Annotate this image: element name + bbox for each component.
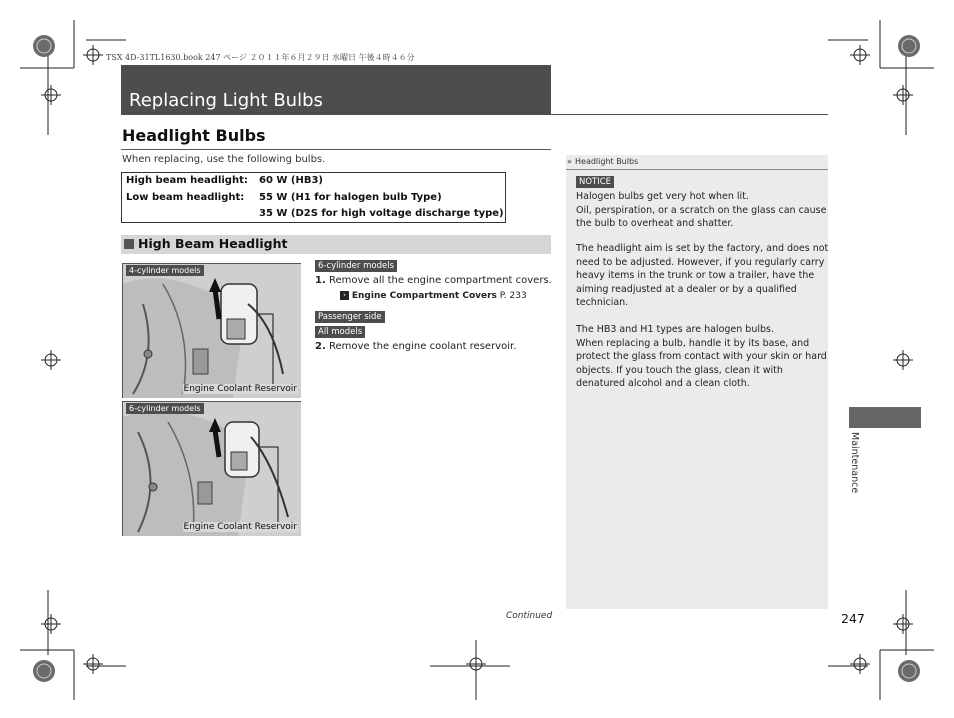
ref-page[interactable]: P. 233	[499, 291, 527, 301]
ref-title[interactable]: Engine Compartment Covers	[351, 291, 497, 301]
step-2	[315, 341, 516, 352]
sidebar-line: When replacing a bulb, handle it by its base, and	[576, 337, 810, 349]
cross-reference[interactable]	[340, 291, 527, 301]
square-bullet-icon	[124, 239, 134, 249]
low-beam-value-1: 55 W (H1 for halogen bulb Type)	[259, 192, 442, 203]
sidebar-paragraph-1	[576, 190, 827, 231]
title-rule	[121, 114, 828, 115]
sidebar-line: denatured alcohol and a clean cloth.	[576, 378, 750, 389]
section-rule	[121, 149, 551, 150]
high-beam-value: 60 W (HB3)	[259, 175, 323, 186]
high-beam-label: High beam headlight:	[126, 175, 248, 186]
sidebar-line: heavy items in the trunk or tow a trailer, have the	[576, 270, 815, 281]
step-1-number: 1.	[315, 275, 326, 286]
intro-text: When replacing, use the following bulbs.	[122, 154, 326, 165]
tag-6-cylinder: 6-cylinder models	[315, 260, 397, 272]
step-2-number: 2.	[315, 341, 326, 352]
sidebar-line: The HB3 and H1 types are halogen bulbs.	[576, 324, 774, 335]
page-title-band	[121, 65, 551, 115]
notice-badge: NOTICE	[576, 176, 614, 188]
subsection-band	[121, 235, 551, 254]
step-2-text: Remove the engine coolant reservoir.	[328, 341, 517, 352]
sidebar-line: technician.	[576, 297, 629, 308]
photo-1-caption: Engine Coolant Reservoir	[183, 384, 297, 394]
step-1	[315, 275, 552, 286]
engine-illustration-1	[123, 264, 301, 398]
sidebar-line: objects. If you touch the glass, clean it with	[576, 364, 783, 376]
sidebar-line: Halogen bulbs get very hot when lit.	[576, 191, 749, 202]
step-1-text: Remove all the engine compartment covers.	[328, 275, 552, 286]
low-beam-value-2: 35 W (D2S for high voltage discharge type)	[259, 208, 504, 219]
sidebar-paragraph-3	[576, 323, 827, 391]
sidebar-paragraph-2	[576, 242, 829, 310]
engine-photo-4cyl	[122, 263, 301, 398]
page-title: Replacing Light Bulbs	[129, 90, 323, 111]
double-arrow-icon: »	[567, 157, 572, 166]
section-tab-label: Maintenance	[849, 432, 860, 494]
sidebar-header-text: Headlight Bulbs	[575, 157, 639, 166]
tag-passenger-side: Passenger side	[315, 311, 385, 323]
photo-2-tag: 6-cylinder models	[126, 403, 204, 414]
continued-label: Continued	[506, 611, 553, 621]
bulb-table	[121, 172, 506, 223]
sidebar-line: the bulb to overheat and shatter.	[576, 218, 734, 229]
engine-illustration-2	[123, 402, 301, 536]
sidebar-line: protect the glass from contact with your skin or hard	[576, 351, 827, 362]
tag-all-models: All models	[315, 326, 365, 338]
page-number: 247	[841, 611, 865, 626]
sidebar-line: The headlight aim is set by the factory, and does not	[576, 243, 829, 254]
sidebar-line: need to be adjusted. However, if you regularly carry	[576, 256, 825, 268]
photo-1-tag: 4-cylinder models	[126, 265, 204, 276]
print-meta: TSX 4D-31TL1630.book 247 ページ ２０１１年６月２９日 水曜日 午後４時４６分	[106, 53, 415, 62]
engine-photo-6cyl	[122, 401, 301, 536]
photo-2-caption: Engine Coolant Reservoir	[183, 522, 297, 532]
subsection-title: High Beam Headlight	[138, 236, 288, 251]
section-tab[interactable]	[849, 407, 921, 428]
ref-arrow-icon: ›	[340, 291, 349, 300]
low-beam-label: Low beam headlight:	[126, 192, 245, 203]
sidebar-line: Oil, perspiration, or a scratch on the glass can cause	[576, 204, 827, 216]
section-title: Headlight Bulbs	[122, 126, 266, 145]
sidebar-line: aiming readjusted at a dealer or by a qualified	[576, 283, 797, 295]
sidebar-header	[566, 155, 828, 170]
